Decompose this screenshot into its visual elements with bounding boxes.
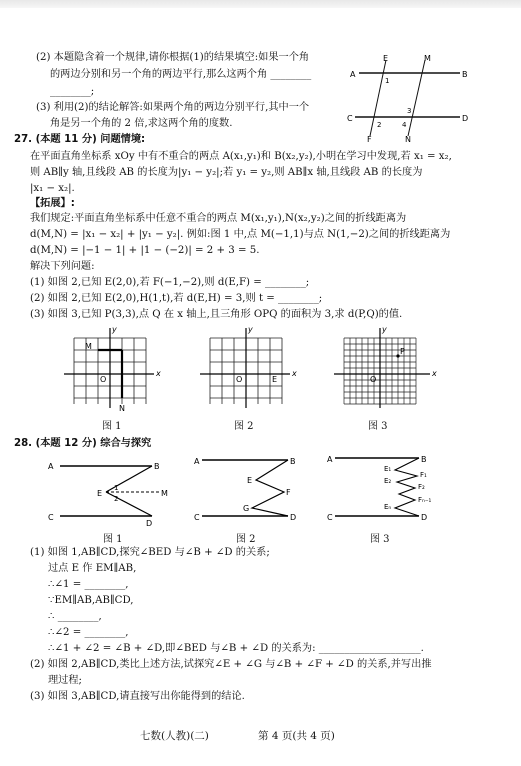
label-A: A [48,462,54,471]
q27-heading: 27. (本题 11 分) 问题情境: [14,134,146,145]
footer-subject: 七数(人教)(二) [140,730,209,742]
q28-sub1-step-f: ∴∠1 + ∠2 = ∠B + ∠D,即∠BED 与∠B + ∠D 的关系为: ____________________. [48,643,424,654]
q27-text4: 我们规定:平面直角坐标系中任意不重合的两点 M(x₁,y₁),N(x₂,y₂)之间的折线距离为 [30,213,407,224]
angle-2: 2 [114,495,119,503]
axis-x-label: x [156,369,161,378]
label-B: B [290,457,296,466]
q26-part2-line2: 的两边分别和另一个角的两边平行,那么这两个角 ________ [50,69,312,80]
q28-sub3: (3) 如图 3,AB∥CD,请直接写出你能得到的结论. [30,691,245,702]
q28-sub1-step-b: ∴∠1 = ________, [48,579,129,590]
parallel-lines-figure [345,52,470,144]
q27-text1: 在平面直角坐标系 xOy 中有不重合的两点 A(x₁,y₁)和 B(x₂,y₂),小明在学习中发现,若 x₁ = x₂, [30,151,452,162]
q26-part3-line1: (3) 利用(2)的结论解答:如果两个角的两边分别平行,其中一个 [36,102,310,113]
axis-y-label: y [248,325,253,334]
label-A: A [350,70,356,79]
label-G: G [243,504,250,513]
label-C: C [327,513,333,522]
angle-figure-3 [323,450,445,530]
label-C: C [194,513,200,522]
grid-figure-3 [332,324,442,414]
label-M: M [161,489,168,498]
q28-sub1-step-e: ∴∠2 = ________, [48,627,129,638]
grid-figure-1 [62,324,172,414]
q27-sub2: (2) 如图 2,已知 E(2,0),H(1,t),若 d(E,H) = 3,则 t = ________; [30,293,323,304]
q27-text7: 解决下列问题: [30,261,95,272]
label-Fn-1: Fₙ₋₁ [418,496,432,504]
top-edge-shadow [0,0,521,8]
label-D: D [462,114,469,123]
q28-figure-3-caption: 图 3 [370,534,390,545]
q27-sub1: (1) 如图 2,已知 E(2,0),若 F(−1,−2),则 d(E,F) = ________; [30,277,310,288]
label-A: A [194,457,200,466]
q28-figure-1-caption: 图 1 [103,534,123,545]
label-D: D [290,513,297,522]
q28-figure-2-caption: 图 2 [236,534,256,545]
point-E-label: E [272,375,278,384]
point-P-label: P [400,347,405,356]
label-E2: E₂ [384,477,392,485]
q27-text2: 则 AB∥y 轴,且线段 AB 的长度为|y₁ − y₂|;若 y₁ = y₂,则 AB∥x 轴,且线段 AB 的长度为 [30,167,423,178]
label-F2: F₂ [418,483,425,491]
label-E1: E₁ [384,465,392,473]
label-D: D [146,519,153,528]
label-En: Eₙ [384,503,392,511]
q28-sub2-line1: (2) 如图 2,AB∥CD,类比上述方法,试探究∠E + ∠G 与∠B + ∠F + ∠D 的关系,并写出推 [30,659,432,670]
angle-figure-1 [42,454,170,528]
label-E: E [97,489,103,498]
origin-label: O [370,375,377,384]
angle-1: 1 [114,484,119,492]
q28-sub1: (1) 如图 1,AB∥CD,探究∠BED 与∠B + ∠D 的关系; [30,547,270,558]
label-E: E [247,476,253,485]
q28-sub2-line2: 理过程; [48,675,82,686]
label-F: F [367,135,372,144]
q27-text5: d(M,N) = |x₁ − x₂| + |y₁ − y₂|. 例如:图 1 中,点 M(−1,1)与点 N(1,−2)之间的折线距离为 [30,229,451,240]
axis-y-label: y [112,325,117,334]
figure-2-caption: 图 2 [234,421,254,432]
q28-heading: 28. (本题 12 分) 综合与探究 [14,438,152,449]
q28-sub1-step-d: ∴ ________, [48,611,102,622]
axis-x-label: x [432,369,437,378]
axis-y-label: y [382,325,387,334]
q28-sub1-step-a: 过点 E 作 EM∥AB, [48,563,137,574]
label-B: B [421,455,427,464]
point-M-label: M [85,342,92,351]
label-C: C [48,513,54,522]
angle-1: 1 [385,77,390,85]
label-B: B [154,462,160,471]
point-N-label: N [119,404,125,413]
label-F1: F₁ [420,471,427,479]
label-N: N [405,135,411,144]
origin-label: O [100,375,107,384]
figure-3-caption: 图 3 [368,421,388,432]
angle-3: 3 [407,107,412,115]
q28-sub1-step-c: ∵EM∥AB,AB∥CD, [48,595,134,606]
label-C: C [347,114,353,123]
q26-part2-line3: ________; [50,86,95,97]
angle-2: 2 [377,121,382,129]
label-D: D [421,513,428,522]
origin-label: O [236,375,243,384]
axis-x-label: x [292,369,297,378]
label-A: A [327,455,333,464]
label-M: M [424,54,431,63]
label-B: B [462,70,468,79]
q27-text6: d(M,N) = |−1 − 1| + |1 − (−2)| = 2 + 3 = 5. [30,245,260,256]
label-F: F [286,488,291,497]
footer-page-number: 第 4 页(共 4 页) [258,730,335,742]
q27-sub3: (3) 如图 3,已知 P(3,3),点 Q 在 x 轴上,且三角形 OPQ 的面积为 3,求 d(P,Q)的值. [30,309,403,320]
grid-figure-2 [198,324,308,414]
q26-part2-line1: (2) 本题隐含着一个规律,请你根据(1)的结果填空:如果一个角 [36,52,310,63]
figure-1-caption: 图 1 [102,421,122,432]
q27-extension-heading: 【拓展】: [30,198,75,209]
q27-text3: |x₁ − x₂|. [30,183,75,194]
angle-figure-2 [190,450,312,530]
angle-4: 4 [402,121,407,129]
q26-part3-line2: 角是另一个角的 2 倍,求这两个角的度数. [50,118,233,129]
label-E: E [383,54,389,63]
